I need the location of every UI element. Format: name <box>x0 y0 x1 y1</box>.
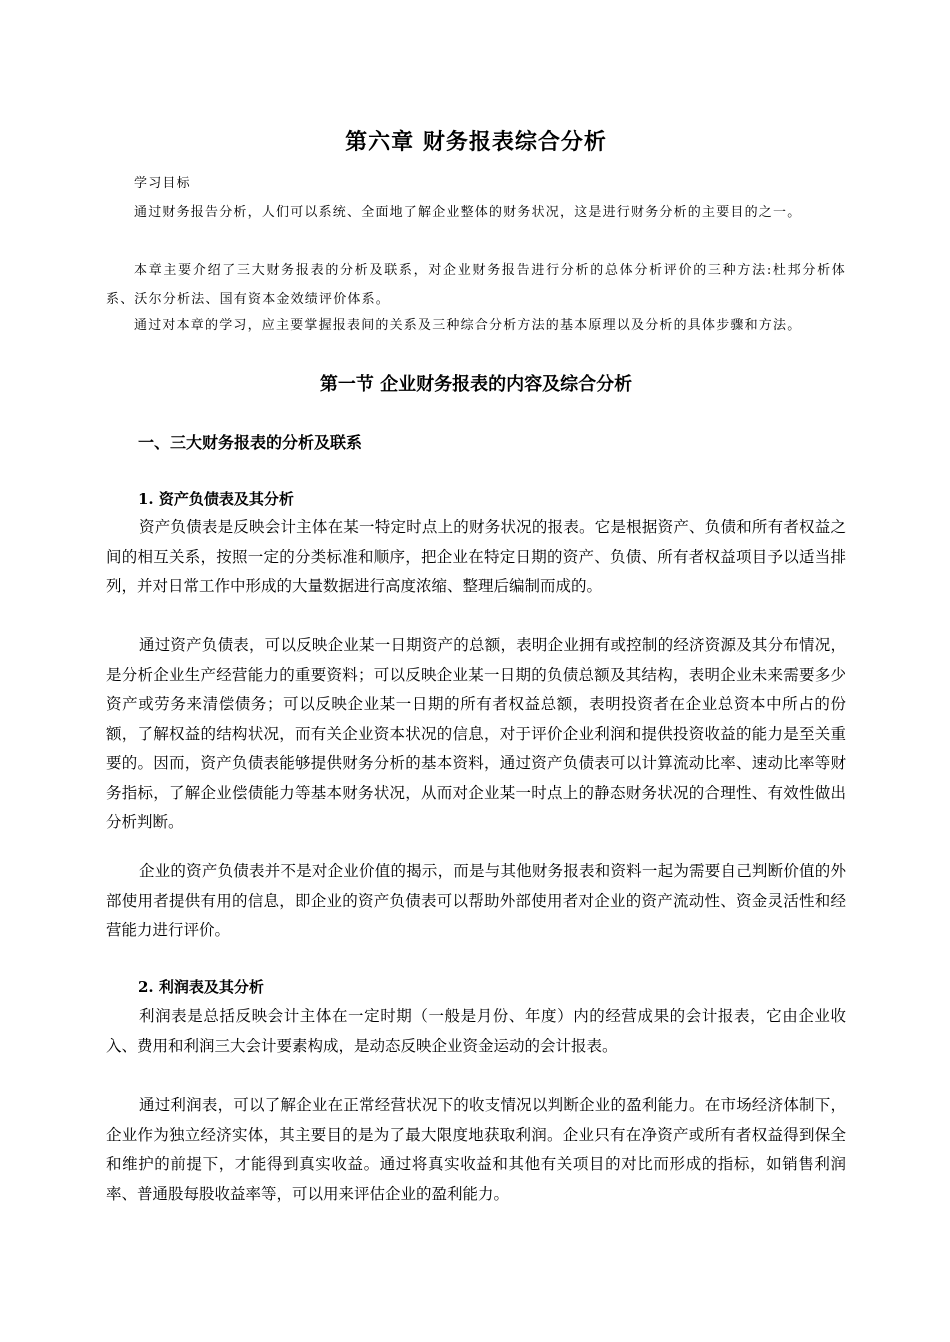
chapter-title: 第六章 财务报表综合分析 <box>345 129 607 155</box>
objectives-label: 学习目标 <box>134 176 191 191</box>
balance-sheet-heading: 1. 资产负债表及其分析 <box>138 490 294 508</box>
balance-sheet-paragraph-3: 企业的资产负债表并不是对企业价值的揭示，而是与其他财务报表和资料一起为需要自己判断价值的外部使用者提供有用的信息，即企业的资产负债表可以帮助外部使用者对企业的资产流动性、资金灵活性和经营能力进行评价。 <box>106 862 846 939</box>
intro-paragraph-2: 本章主要介绍了三大财务报表的分析及联系，对企业财务报告进行分析的总体分析评价的三种方法:杜邦分析体系、沃尔分析法、国有资本金效绩评价体系。 <box>106 263 846 307</box>
income-statement-paragraph-2: 通过利润表，可以了解企业在正常经营状况下的收支情况以判断企业的盈利能力。在市场经济体制下，企业作为独立经济实体，其主要目的是为了最大限度地获取利润。企业只有在净资产或所有者权益得到保全和维护的前提下，才能得到真实收益。通过将真实收益和其他有关项目的对比而形成的指标，如销售利润率、普通股每股收益率等，可以用来评估企业的盈利能力。 <box>106 1096 846 1203</box>
section-title: 第一节 企业财务报表的内容及综合分析 <box>319 374 633 395</box>
income-statement-heading: 2. 利润表及其分析 <box>138 978 264 996</box>
subsection-title: 一、三大财务报表的分析及联系 <box>138 433 363 452</box>
balance-sheet-paragraph-1: 资产负债表是反映会计主体在某一特定时点上的财务状况的报表。它是根据资产、负债和所有者权益之间的相互关系，按照一定的分类标准和顺序，把企业在特定日期的资产、负债、所有者权益项目予以适当排列，并对日常工作中形成的大量数据进行高度浓缩、整理后编制而成的。 <box>106 518 846 595</box>
balance-sheet-paragraph-2: 通过资产负债表，可以反映企业某一日期资产的总额，表明企业拥有或控制的经济资源及其分布情况，是分析企业生产经营能力的重要资料；可以反映企业某一日期的负债总额及其结构，表明企业未来需要多少资产或劳务来清偿债务；可以反映企业某一日期的所有者权益总额，表明投资者在企业总资本中所占的份额，了解权益的结构状况，而有关企业资本状况的信息，对于评价企业利润和提供投资收益的能力是至关重要的。因而，资产负债表能够提供财务分析的基本资料，通过资产负债表可以计算流动比率、速动比率等财务指标，了解企业偿债能力等基本财务状况，从而对企业某一时点上的静态财务状况的合理性、有效性做出分析判断。 <box>106 636 846 831</box>
intro-paragraph-1: 通过财务报告分析，人们可以系统、全面地了解企业整体的财务状况，这是进行财务分析的主要目的之一。 <box>134 205 802 220</box>
intro-paragraph-3: 通过对本章的学习，应主要掌握报表间的关系及三种综合分析方法的基本原理以及分析的具体步骤和方法。 <box>134 318 802 333</box>
income-statement-paragraph-1: 利润表是总括反映会计主体在一定时期（一般是月份、年度）内的经营成果的会计报表，它由企业收入、费用和利润三大会计要素构成，是动态反映企业资金运动的会计报表。 <box>106 1007 846 1055</box>
